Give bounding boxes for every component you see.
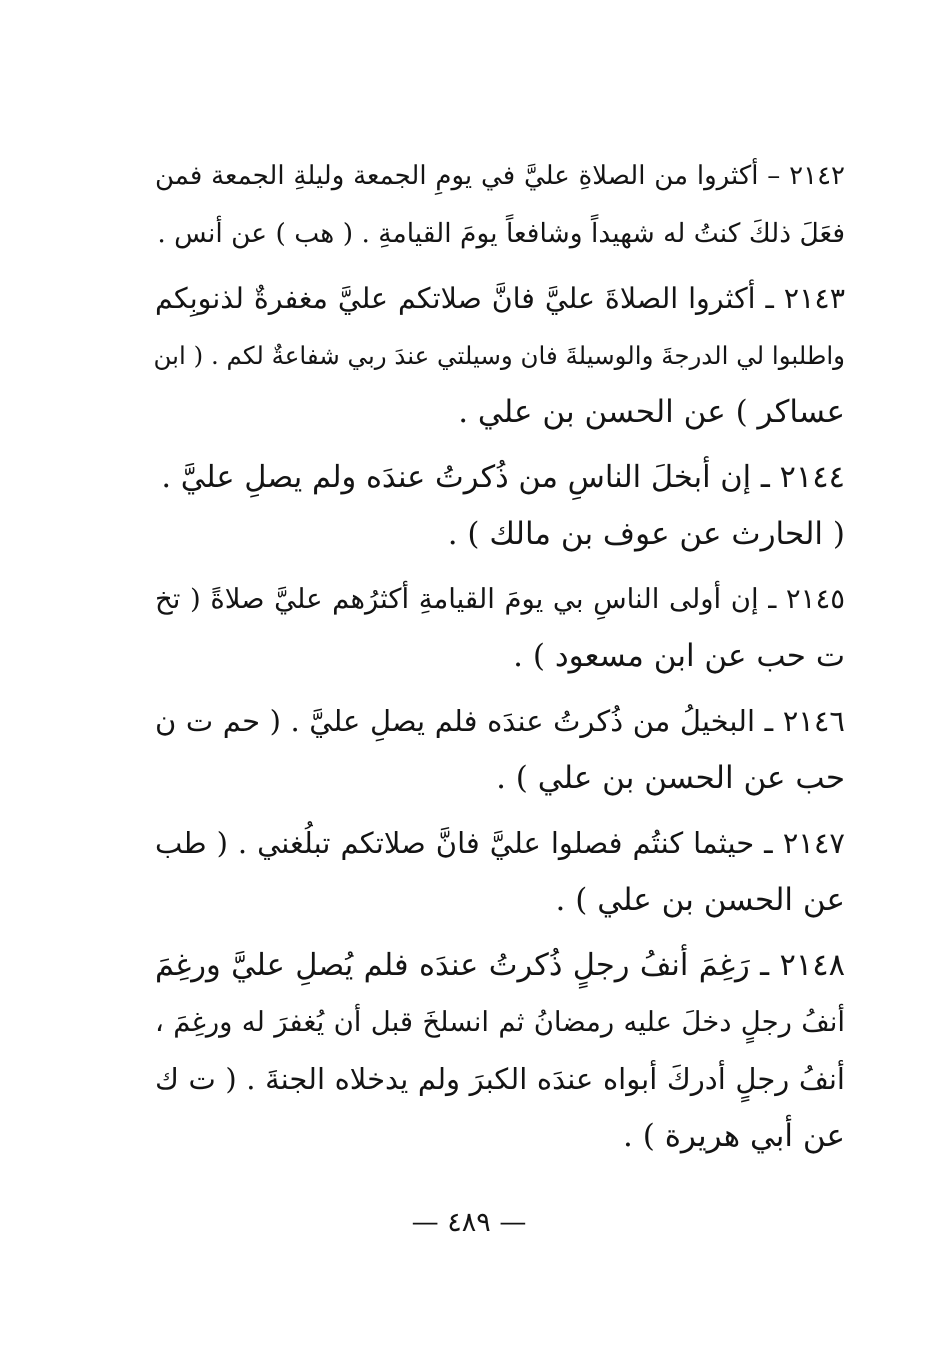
hadith-entry-2147: [155, 815, 845, 929]
entry-line: أنفُ رجلٍ أدركَ أبواه عندَه الكبرَ ولم يدخلاه الجنةَ . ( ت ك: [155, 1062, 845, 1096]
entry-line: ٢١٤٢ – أكثروا من الصلاةِ عليَّ في يومِ الجمعة وليلةِ الجمعة فمن: [155, 161, 845, 191]
entry-line: عساكر ) عن الحسن بن علي .: [458, 394, 845, 430]
entry-line: ٢١٤٦ ـ البخيلُ من ذُكرتُ عندَه فلم يصلِ عليَّ . ( حم ت ن: [155, 704, 845, 738]
entry-line: ٢١٤٣ ـ أكثروا الصلاةَ عليَّ فانَّ صلاتكم عليَّ مغفرةٌ لذنوبِكم: [155, 282, 845, 315]
hadith-entry-2142: [155, 148, 845, 262]
entry-line: عن أبي هريرة ) .: [623, 1118, 845, 1154]
hadith-entry-2144: [155, 449, 845, 563]
entry-line: أنفُ رجلٍ دخلَ عليه رمضانُ ثم انسلخَ قبل أن يُغفرَ له ورغِمَ ،: [155, 1006, 845, 1038]
hadith-entry-2148: [155, 937, 845, 1165]
hadith-text-block: [155, 148, 845, 1173]
entry-line: ٢١٤٤ ـ إن أبخلَ الناسِ من ذُكرتُ عندَه ولم يصلِ عليَّ .: [161, 460, 845, 495]
entry-line: عن الحسن بن علي ) .: [555, 882, 845, 918]
entry-line: حب عن الحسن بن علي ) .: [496, 760, 845, 796]
entry-line: فعَلَ ذلكَ كنتُ له شهيداً وشافعاً يومَ القيامةِ . ( هب ) عن أنس .: [157, 218, 845, 249]
entry-line: واطلبوا لي الدرجةَ والوسيلةَ فان وسيلتي عندَ ربي شفاعةٌ لكم . ( ابن: [153, 341, 845, 370]
hadith-entry-2143: [155, 270, 845, 441]
entry-line: ( الحارث عن عوف بن مالك ) .: [447, 516, 845, 552]
hadith-entry-2145: [155, 571, 845, 685]
entry-line: ٢١٤٧ ـ حيثما كنتُم فصلوا عليَّ فانَّ صلاتكم تبلُغني . ( طب: [155, 826, 845, 860]
entry-line: ٢١٤٥ ـ إن أولى الناسِ بي يومَ القيامةِ أكثرُهم عليَّ صلاةً ( تخ: [155, 583, 845, 615]
hadith-entry-2146: [155, 693, 845, 807]
entry-line: ٢١٤٨ ـ رَغِمَ أنفُ رجلٍ ذُكرتُ عندَه فلم يُصلِ عليَّ ورغِمَ: [155, 948, 845, 983]
page-number: — ٤٨٩ —: [411, 1207, 527, 1238]
entry-line: ت حب عن ابن مسعود ) .: [513, 638, 845, 674]
